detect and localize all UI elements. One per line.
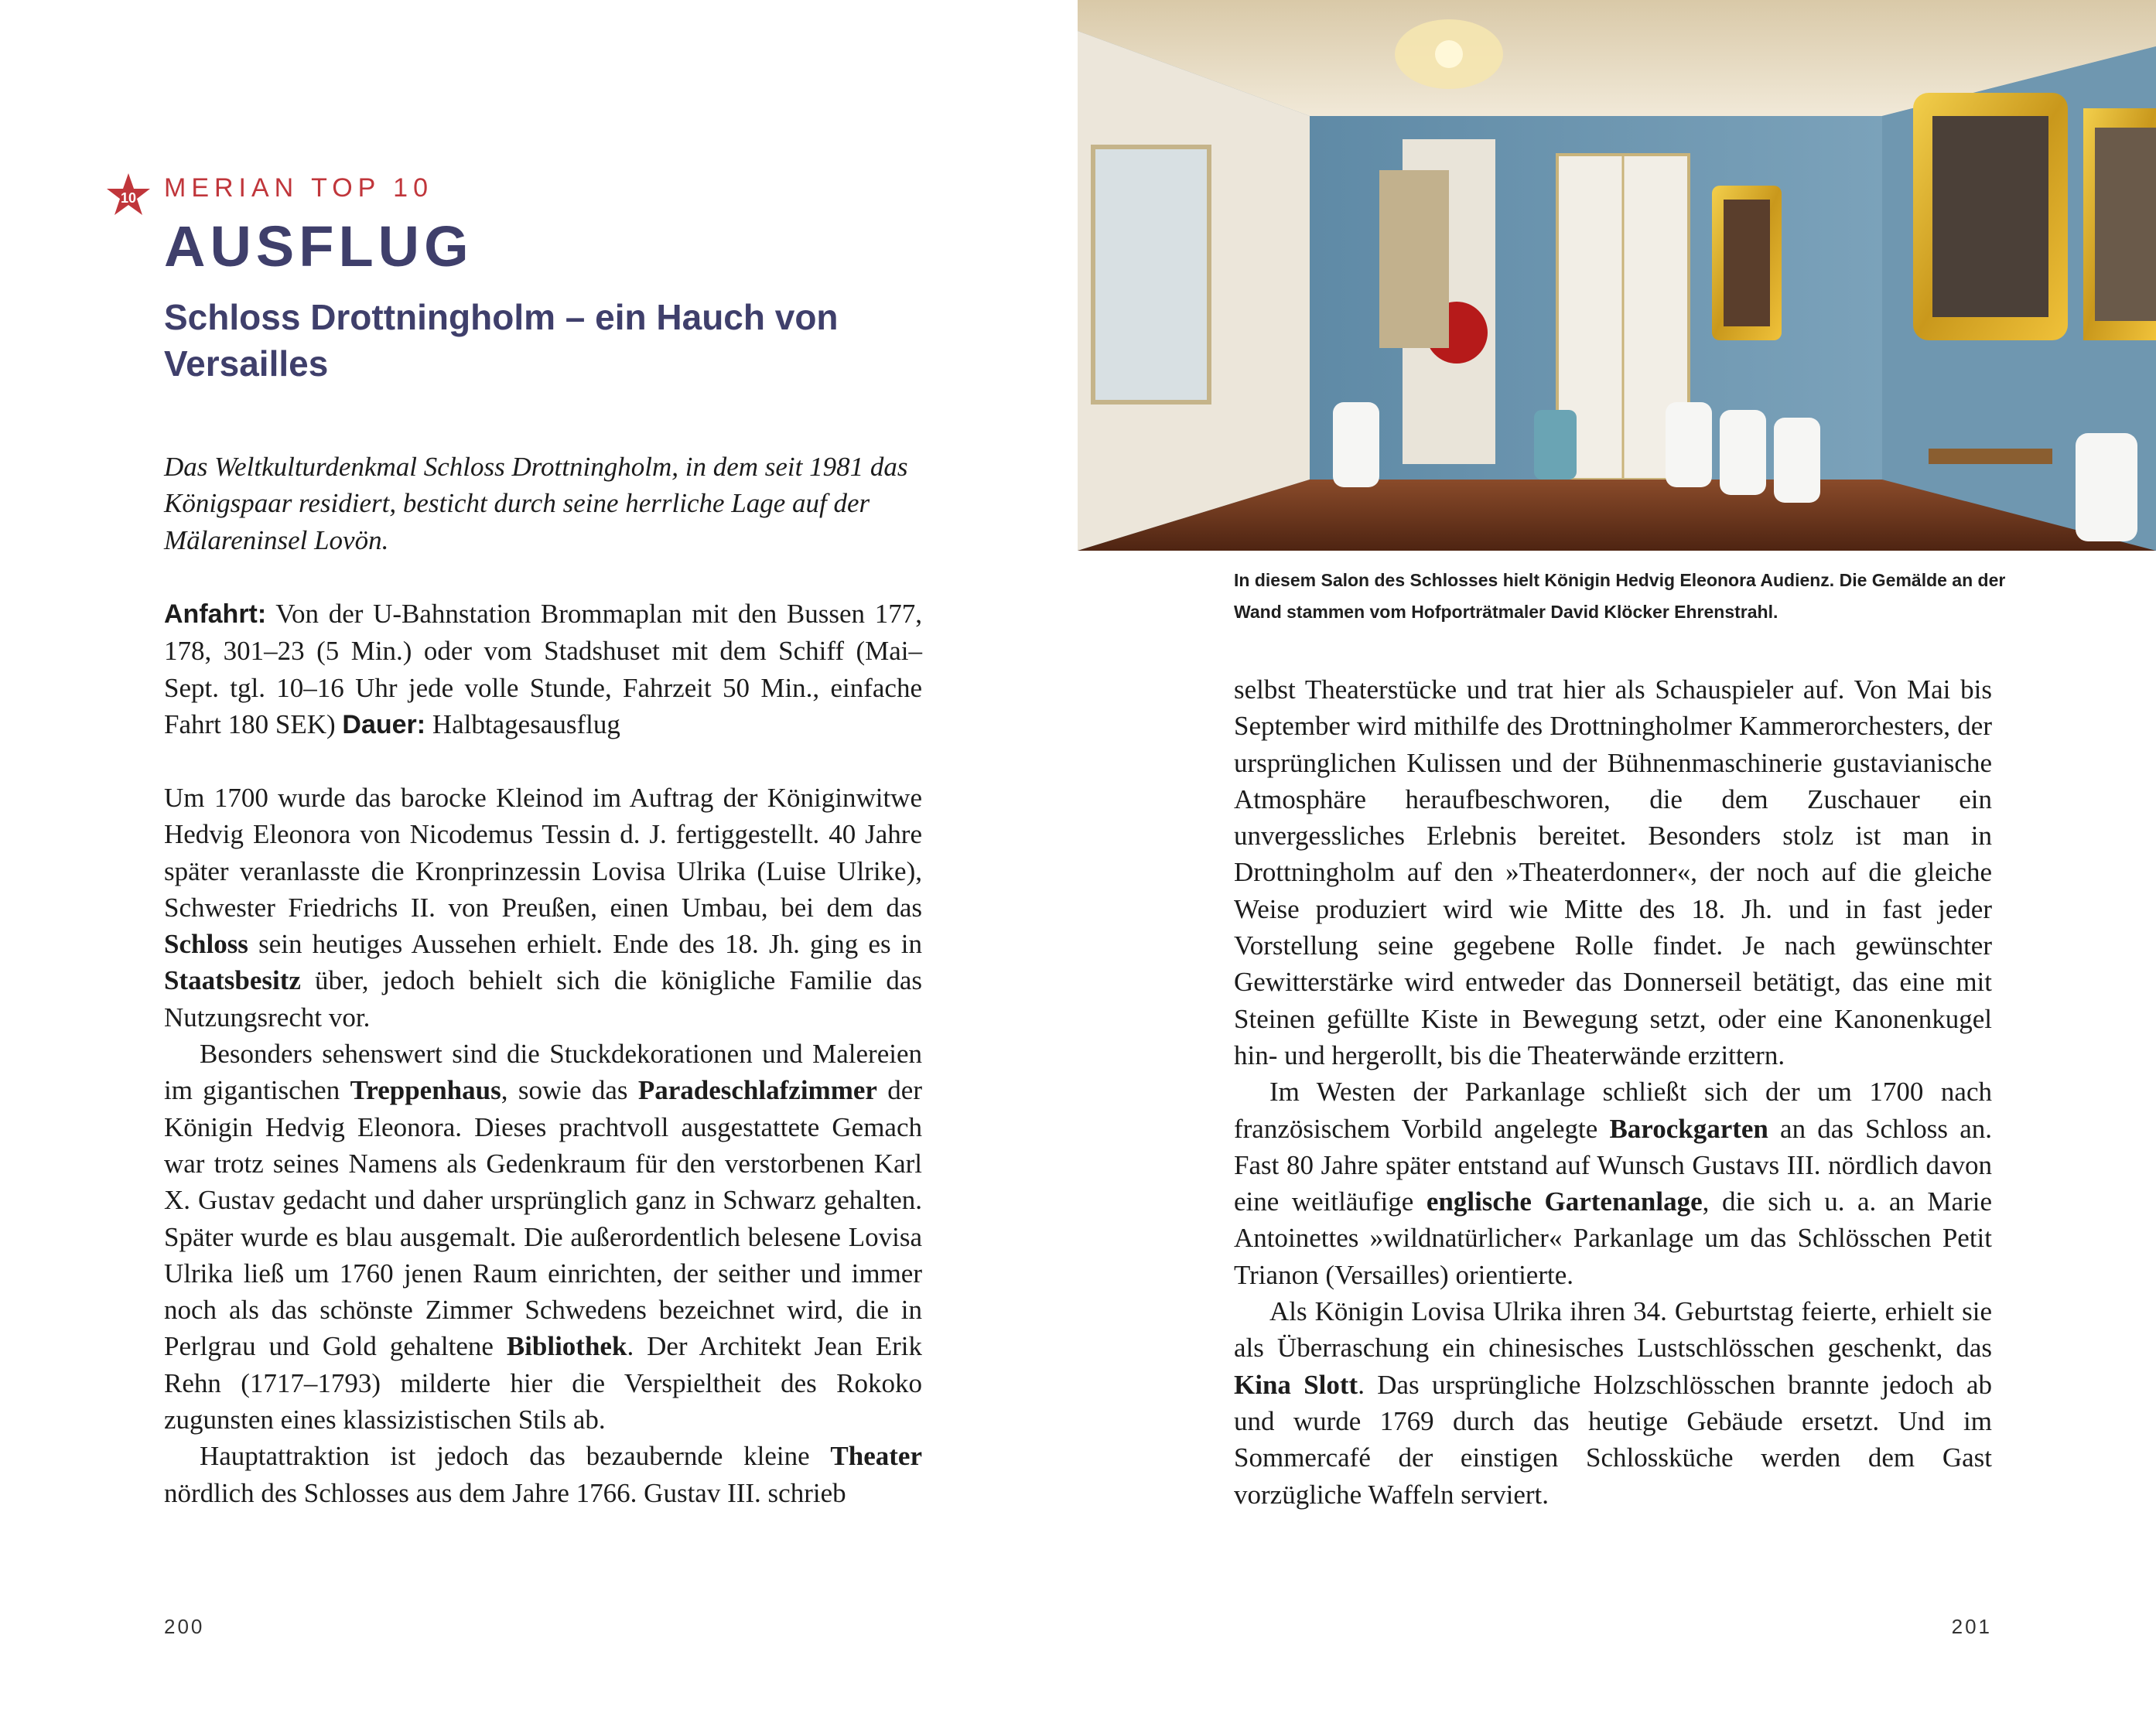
bold-term: Treppenhaus <box>350 1075 501 1106</box>
text-run: , die sich u. a. an Marie Antoinettes »wildnatürlicher« Parkanlage um das Schlösschen Petit Trianon (Versailles) orientierte. <box>1234 1186 1992 1290</box>
bold-term: Barockgarten <box>1609 1113 1768 1144</box>
salon-illustration <box>1078 0 2156 551</box>
top10-star-badge <box>104 172 153 221</box>
star-icon <box>104 172 153 221</box>
dauer-label: Dauer: <box>342 709 426 739</box>
paragraph <box>1234 1074 1992 1293</box>
anfahrt-text: Von der U-Bahnstation Brommaplan mit den Bussen 177, 178, 301–23 (5 Min.) oder vom Stadshuset mit dem Schiff (Mai–Sept. tgl. 10–16 Uhr jede volle Stunde, Fahrzeit 50 Min., einfache Fahrt 180 SEK) <box>164 599 922 739</box>
left-body-text <box>164 780 922 1511</box>
bold-term: englische Gartenanlage <box>1426 1186 1703 1217</box>
salon-photo <box>1078 0 2156 551</box>
text-run: Um 1700 wurde das barocke Kleinod im Auftrag der Königinwitwe Hedvig Eleonora von Nicodemus Tessin d. J. fertiggestellt. 40 Jahre später veranlasste die Kronprinzessin Lovisa Ulrika (Luise Ulrike), Schwester Friedrichs II. von Preußen, einen Umbau, bei dem das <box>164 783 922 923</box>
text-run: Besonders sehenswert sind die Stuckdekorationen und Malereien im gigantischen <box>164 1039 922 1106</box>
page-subtitle: Schloss Drottningholm – ein Hauch von Versailles <box>164 297 839 384</box>
bold-term: Kina Slott <box>1234 1369 1358 1400</box>
anfahrt-label: Anfahrt: <box>164 599 267 629</box>
text-run: . Das ursprüngliche Holzschlösschen brannte jedoch ab und wurde 1769 durch das heutige Gebäude ersetzt. Und im Sommercafé der einstigen Schlossküche werden dem Gast vorzügliche Waffeln serviert. <box>1234 1369 1992 1510</box>
text-run: . Der Architekt Jean Erik Rehn (1717–1793) milderte hier die Verspieltheit des Rokoko zugunsten eines klassizistischen Stils ab. <box>164 1331 923 1435</box>
bold-term: Paradeschlafzimmer <box>637 1075 877 1106</box>
page-title: AUSFLUG <box>164 214 473 278</box>
text-run: der Königin Hedvig Eleonora. Dieses prachtvoll ausgestattete Gemach war trotz seines Namens als Gedenkraum für den verstorbenen Karl X. Gustav gedacht und daher ursprünglich ganz in Schwarz gehalten. Später wurde es blau ausgemalt. Die außerordentlich belesene Lovisa Ulrika ließ um 1760 jenen Raum einrichten, der seither und immer noch als das schönste Zimmer Schwedens bezeichnet wird, die in Perlgrau und Gold gehaltene <box>164 1075 922 1362</box>
text-run: , sowie das <box>501 1075 638 1106</box>
text-run: sein heutiges Aussehen erhielt. Ende des 18. Jh. ging es in <box>248 929 922 960</box>
badge-number: 10 <box>120 190 137 206</box>
travel-info <box>164 596 922 743</box>
page-number-right: 201 <box>1951 1615 1992 1638</box>
right-page <box>1078 0 2156 1717</box>
bold-term: Theater <box>830 1441 922 1472</box>
paragraph <box>164 780 922 1036</box>
bold-term: Schloss <box>164 929 248 960</box>
text-run: Im Westen der Parkanlage schließt sich der um 1700 nach französischem Vorbild angelegte <box>1234 1077 1992 1144</box>
paragraph <box>1234 1293 1992 1513</box>
text-run: an das Schloss an. Fast 80 Jahre später entstand auf Wunsch Gustavs III. nördlich davon eine weitläufige <box>1234 1113 1992 1217</box>
paragraph <box>164 1036 922 1438</box>
text-run: Als Königin Lovisa Ulrika ihren 34. Geburtstag feierte, erhielt sie als Überraschung ein chinesisches Lustschlösschen geschenkt, das <box>1234 1296 1992 1364</box>
photo-caption: In diesem Salon des Schlosses hielt Königin Hedvig Eleonora Audienz. Die Gemälde an der Wand stammen vom Hofporträtmaler David Klöcker Ehrenstrahl. <box>1234 570 2006 622</box>
page-number-left: 200 <box>164 1615 205 1638</box>
bold-term: Staatsbesitz <box>164 965 301 996</box>
text-run: nördlich des Schlosses aus dem Jahre 1766. Gustav III. schrieb <box>164 1477 846 1508</box>
intro-text: Das Weltkulturdenkmal Schloss Drottningholm, in dem seit 1981 das Königspaar residiert, besticht durch seine herrliche Lage auf der Mälareninsel Lovön. <box>164 452 908 555</box>
dauer-text: Halbtagesausflug <box>432 708 620 739</box>
series-label: MERIAN TOP 10 <box>164 173 433 203</box>
text-run: Hauptattraktion ist jedoch das bezaubernde kleine <box>200 1441 831 1472</box>
right-body-text <box>1234 671 1992 1513</box>
paragraph <box>164 1438 922 1511</box>
paragraph: selbst Theaterstücke und trat hier als Schauspieler auf. Von Mai bis September wird mithilfe des Drottningholmer Kammerorchesters, der ursprünglichen Kulissen und der Bühnenmaschinerie gustavianische Atmosphäre heraufbeschworen, die dem Zuschauer ein unvergessliches Erlebnis bereitet. Besonders stolz ist man in Drottningholm auf den »Theaterdonner«, der noch auf die gleiche Weise produziert wird wie Mitte des 18. Jh. und in fast jeder Vorstellung seine gegebene Rolle findet. Je nach gewünschter Gewitterstärke wird entweder das Donnerseil betätigt, das eine mit Steinen gefüllte Kiste in Bewegung setzt, oder eine Kanonenkugel hin- und hergerollt, bis die Theaterwände erzittern. <box>1234 674 1992 1070</box>
bold-term: Bibliothek <box>506 1331 627 1362</box>
text-run: über, jedoch behielt sich die königliche Familie das Nutzungsrecht vor. <box>164 965 922 1033</box>
